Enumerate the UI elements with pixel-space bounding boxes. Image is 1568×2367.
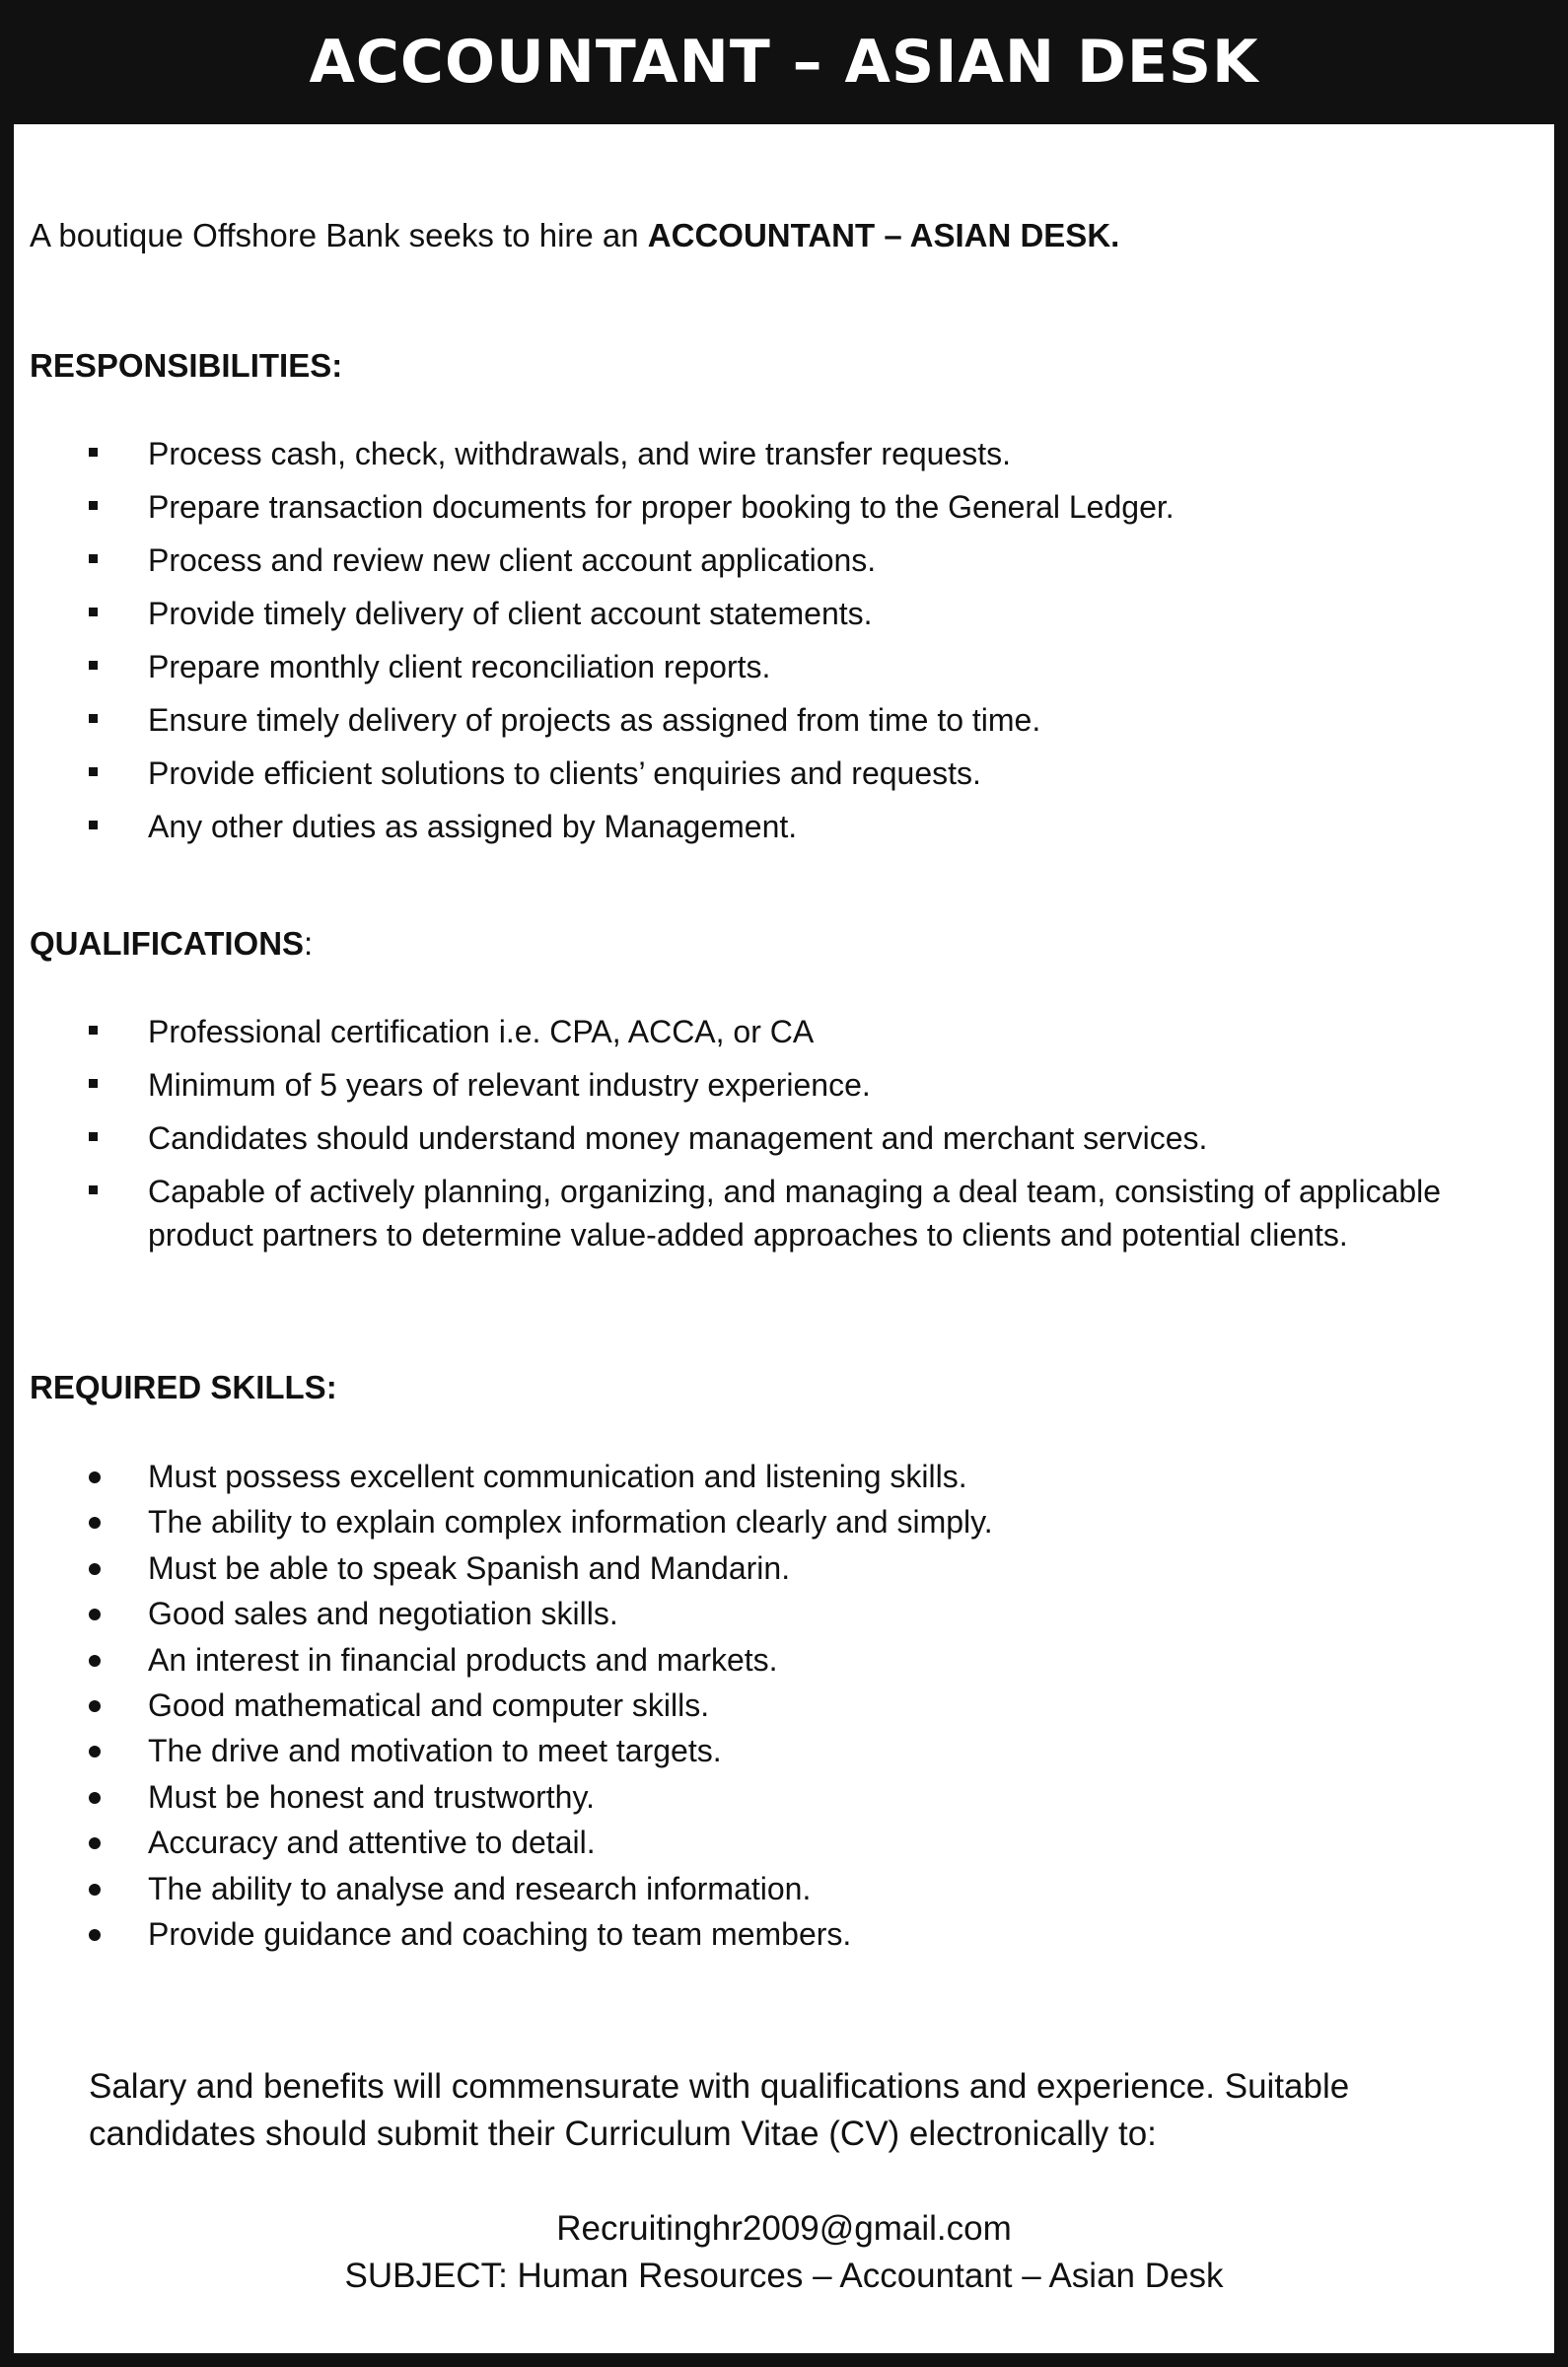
- list-item: Provide guidance and coaching to team members.: [14, 1911, 1513, 1957]
- page-title: ACCOUNTANT – ASIAN DESK: [309, 28, 1259, 97]
- list-item: Ensure timely delivery of projects as assigned from time to time.: [14, 698, 1513, 742]
- qualifications-heading-colon: :: [304, 925, 314, 962]
- list-item: Professional certification i.e. CPA, ACCA, or CA: [14, 1010, 1513, 1053]
- list-item: Must be honest and trustworthy.: [14, 1774, 1513, 1820]
- skills-heading: REQUIRED SKILLS:: [30, 1369, 337, 1405]
- list-item: An interest in financial products and markets.: [14, 1637, 1513, 1683]
- list-item: Good sales and negotiation skills.: [14, 1591, 1513, 1636]
- intro-position: ACCOUNTANT – ASIAN DESK.: [647, 217, 1120, 253]
- list-item: Process and review new client account applications.: [14, 538, 1513, 582]
- intro-text: A boutique Offshore Bank seeks to hire an: [30, 217, 648, 253]
- list-item: Prepare transaction documents for proper booking to the General Ledger.: [14, 485, 1513, 529]
- list-item: Provide timely delivery of client account statements.: [14, 592, 1513, 635]
- list-item: The ability to analyse and research information.: [14, 1866, 1513, 1911]
- list-item: Process cash, check, withdrawals, and wire transfer requests.: [14, 432, 1513, 475]
- list-item: The drive and motivation to meet targets.: [14, 1728, 1513, 1773]
- responsibilities-heading: RESPONSIBILITIES:: [30, 347, 343, 384]
- list-item: Any other duties as assigned by Management.: [14, 805, 1513, 848]
- list-item: Must be able to speak Spanish and Mandarin.: [14, 1545, 1513, 1591]
- list-item: Provide efficient solutions to clients’ enquiries and requests.: [14, 752, 1513, 795]
- skills-list: [14, 1454, 1513, 1957]
- list-item: Prepare monthly client reconciliation reports.: [14, 645, 1513, 688]
- list-item: Capable of actively planning, organizing, and managing a deal team, consisting of applicable product partners to determine value-added approaches to clients and potential clients.: [14, 1170, 1513, 1256]
- list-item: The ability to explain complex information clearly and simply.: [14, 1499, 1513, 1544]
- contact-email[interactable]: Recruitinghr2009@gmail.com: [556, 2209, 1012, 2248]
- contact-subject: SUBJECT: Human Resources – Accountant – Asian Desk: [344, 2257, 1224, 2295]
- closing-paragraph: Salary and benefits will commensurate with qualifications and experience. Suitable candidates should submit their Curriculum Vitae (CV) electronically to:: [89, 2067, 1350, 2153]
- list-item: Minimum of 5 years of relevant industry experience.: [14, 1063, 1513, 1107]
- list-item: Good mathematical and computer skills.: [14, 1683, 1513, 1728]
- responsibilities-list: [14, 432, 1513, 858]
- qualifications-list: [14, 1010, 1513, 1266]
- list-item: Accuracy and attentive to detail.: [14, 1820, 1513, 1865]
- posting-body: [14, 124, 1554, 2353]
- qualifications-heading: [30, 925, 313, 963]
- list-item: Must possess excellent communication and listening skills.: [14, 1454, 1513, 1499]
- qualifications-heading-text: QUALIFICATIONS: [30, 925, 305, 962]
- title-banner: [0, 0, 1568, 124]
- list-item: Candidates should understand money management and merchant services.: [14, 1116, 1513, 1160]
- intro-paragraph: [30, 217, 1119, 254]
